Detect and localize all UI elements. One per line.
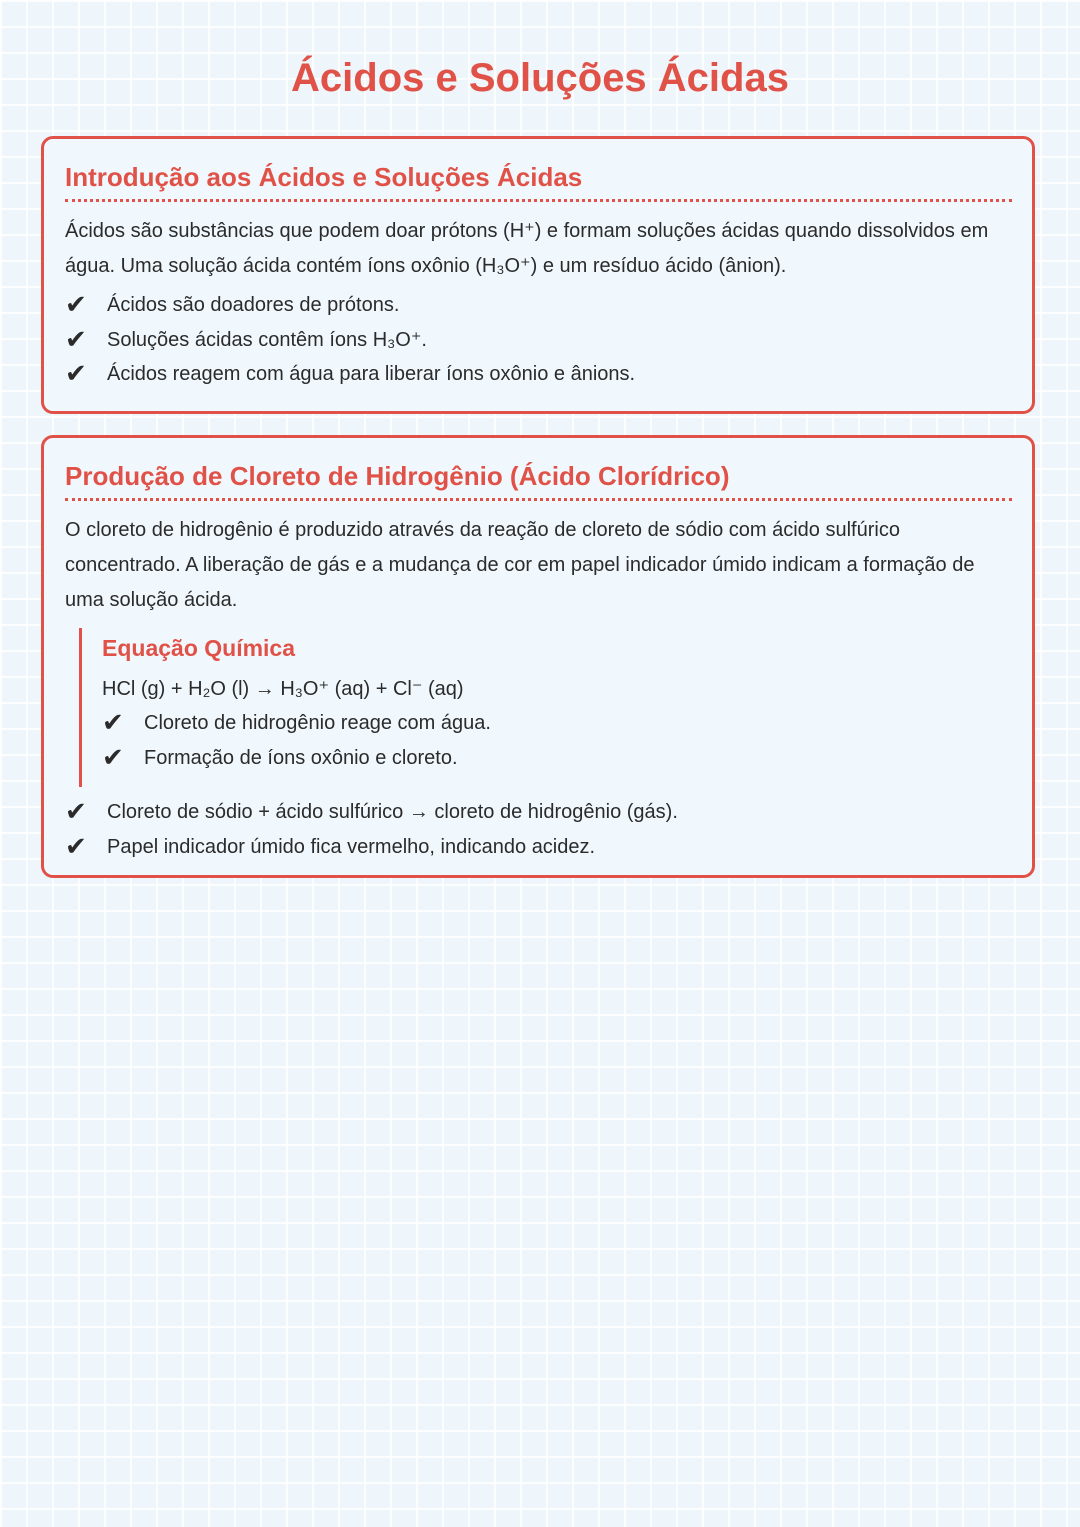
intro-card-title: Introdução aos Ácidos e Soluções Ácidas — [65, 159, 1012, 202]
check-item — [65, 288, 1012, 323]
equation-check-list — [102, 706, 1012, 775]
check-item-text: Cloreto de hidrogênio reage com água. — [144, 712, 491, 734]
check-item — [65, 795, 1012, 830]
check-item-text: Papel indicador úmido fica vermelho, indicando acidez. — [107, 835, 596, 858]
hcl-check-list — [65, 795, 1012, 864]
hcl-production-card — [41, 435, 1035, 878]
intro-check-list — [65, 288, 1012, 392]
check-item-text: Cloreto de sódio + ácido sulfúrico → cloreto de hidrogênio (gás). — [107, 801, 678, 823]
checkmark-icon: ✔ — [65, 359, 87, 389]
checkmark-icon: ✔ — [65, 797, 87, 827]
intro-paragraph: Ácidos são substâncias que podem doar prótons (H⁺) e formam soluções ácidas quando dissolvidos em água. Uma solução ácida contém íons oxônio (H₃O⁺) e um resíduo ácido (ânion). — [65, 220, 989, 277]
checkmark-icon: ✔ — [65, 290, 87, 320]
equation-subsection — [79, 628, 1012, 787]
check-item-text: Ácidos reagem com água para liberar íons oxônio e ânions. — [107, 363, 636, 385]
checkmark-icon: ✔ — [102, 708, 124, 738]
check-item — [65, 357, 1012, 392]
hcl-card-title: Produção de Cloreto de Hidrogênio (Ácido Clorídrico) — [65, 458, 1012, 501]
checkmark-icon: ✔ — [65, 831, 87, 862]
equation-title: Equação Química — [102, 635, 296, 661]
intro-card — [41, 136, 1035, 414]
check-item — [65, 323, 1012, 358]
check-item — [65, 830, 1012, 865]
check-item — [102, 741, 1012, 776]
check-item-text: Ácidos são doadores de prótons. — [107, 294, 400, 316]
hcl-paragraph: O cloreto de hidrogênio é produzido através da reação de cloreto de sódio com ácido sulfúrico concentrado. A liberação de gás e a mudança de cor em papel indicador úmido indicam a formação de uma solução ácida. — [65, 519, 975, 611]
checkmark-icon: ✔ — [102, 742, 124, 773]
page-title: Ácidos e Soluções Ácidas — [291, 56, 789, 100]
check-item-text: Formação de íons oxônio e cloreto. — [144, 746, 458, 769]
chemical-equation: HCl (g) + H₂O (l) → H₃O⁺ (aq) + Cl⁻ (aq) — [102, 678, 464, 700]
check-item-text: Soluções ácidas contêm íons H₃O⁺. — [107, 328, 427, 351]
check-item — [102, 706, 1012, 741]
checkmark-icon: ✔ — [65, 324, 87, 355]
